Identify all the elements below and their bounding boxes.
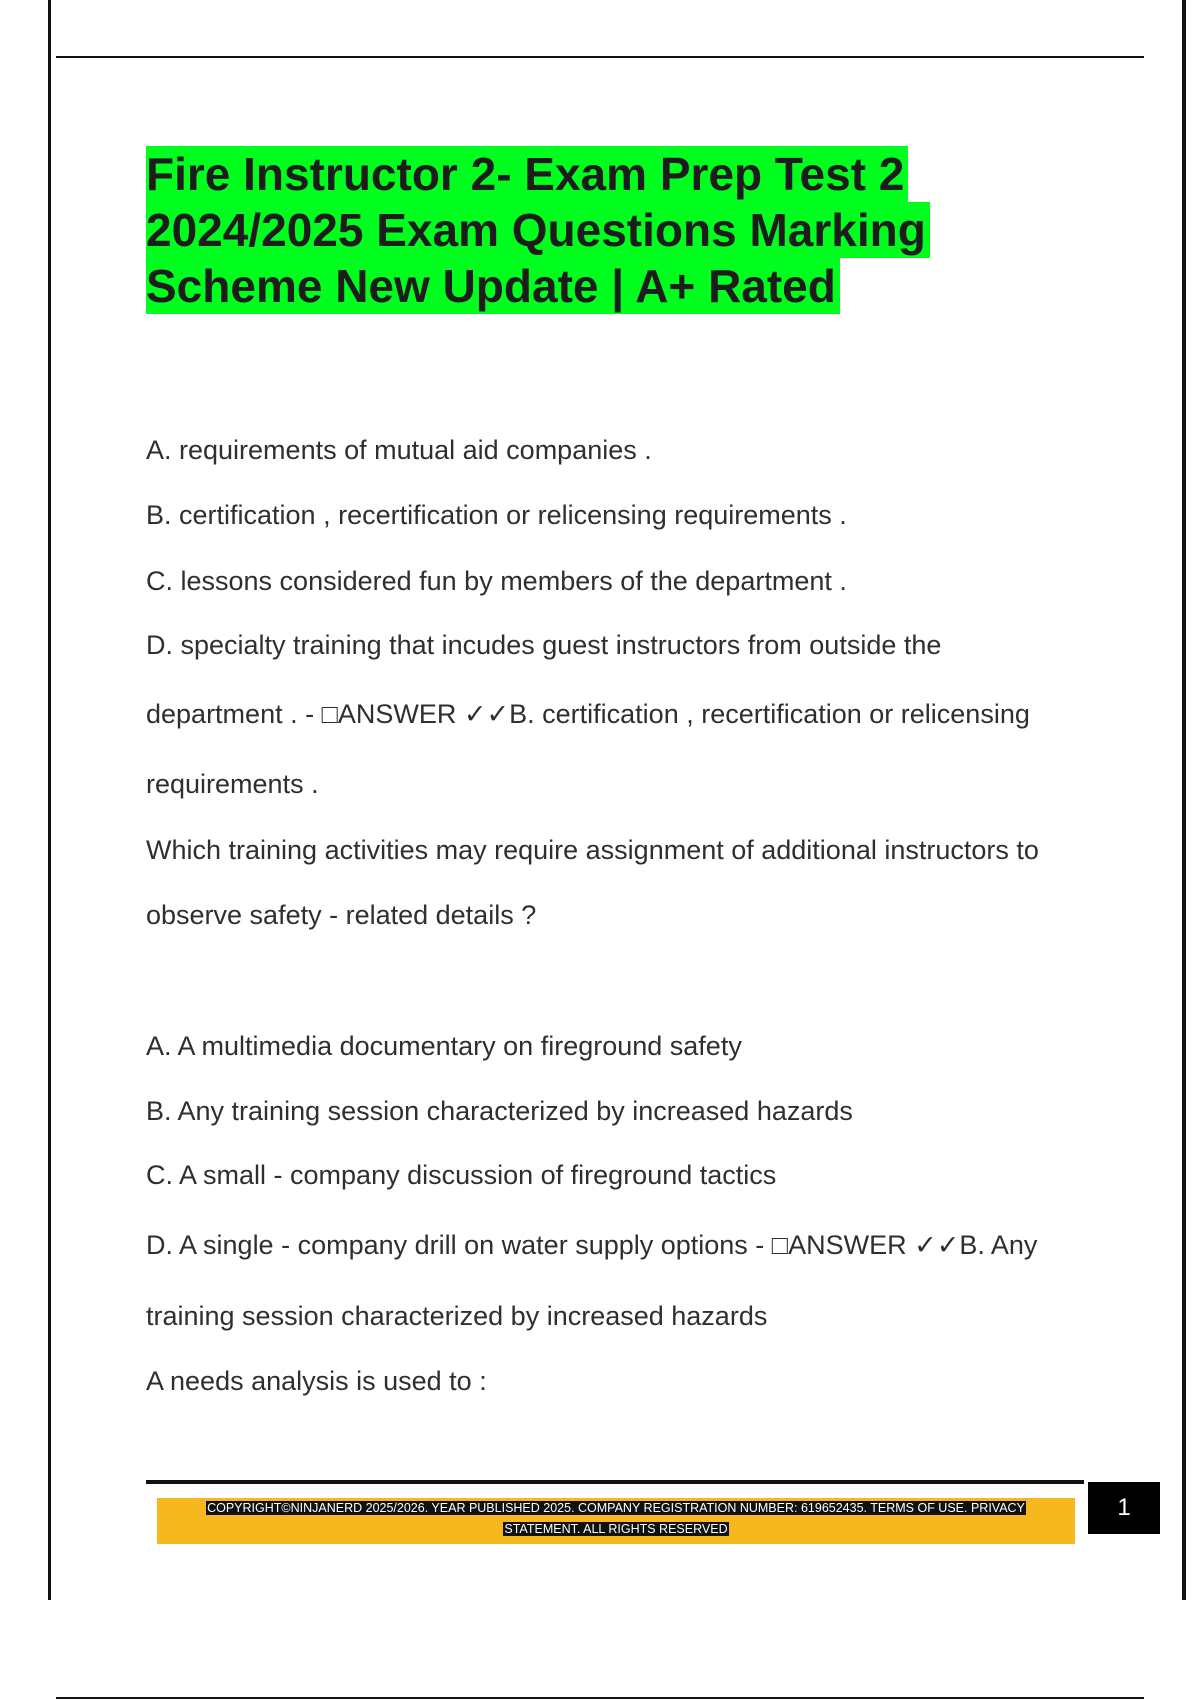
- copyright-footer: [157, 1498, 1075, 1544]
- page-border-left: [48, 0, 51, 1600]
- option-b-q1: B. certification , recertification or relicensing requirements .: [146, 500, 847, 530]
- option-a-q2: A. A multimedia documentary on fireground safety: [146, 1031, 742, 1061]
- title-line-2: 2024/2025 Exam Questions Marking: [146, 202, 930, 258]
- answer-q1-cont: requirements .: [146, 769, 319, 799]
- header-rule: [56, 56, 1144, 58]
- bottom-rule: [56, 1697, 1144, 1699]
- option-d-q2: D. A single - company drill on water supply options - □ANSWER ✓✓B. Any: [146, 1230, 1038, 1260]
- question-3: A needs analysis is used to :: [146, 1366, 487, 1396]
- title-line-1: Fire Instructor 2- Exam Prep Test 2: [146, 146, 908, 202]
- footer-rule: [146, 1480, 1084, 1484]
- copyright-line-1: COPYRIGHT©NINJANERD 2025/2026. YEAR PUBLISHED 2025. COMPANY REGISTRATION NUMBER: 619652435. TERMS OF USE. PRIVACY: [207, 1501, 1025, 1515]
- option-b-q2: B. Any training session characterized by increased hazards: [146, 1096, 853, 1126]
- page-number: 1: [1088, 1482, 1160, 1534]
- page-border-right: [1182, 0, 1186, 1600]
- copyright-line-2: STATEMENT. ALL RIGHTS RESERVED: [504, 1522, 728, 1536]
- answer-q2-cont: training session characterized by increased hazards: [146, 1301, 768, 1331]
- question-2: Which training activities may require assignment of additional instructors to: [146, 835, 1039, 865]
- question-2-cont: observe safety - related details ?: [146, 900, 537, 930]
- title-line-3: Scheme New Update | A+ Rated: [146, 258, 840, 314]
- document-title: [146, 146, 1046, 314]
- option-c-q2: C. A small - company discussion of fireground tactics: [146, 1160, 777, 1190]
- option-c-q1: C. lessons considered fun by members of the department .: [146, 566, 847, 596]
- option-d-q1: D. specialty training that incudes guest instructors from outside the: [146, 630, 942, 660]
- answer-q1: department . - □ANSWER ✓✓B. certification , recertification or relicensing: [146, 699, 1030, 729]
- option-a-q1: A. requirements of mutual aid companies .: [146, 435, 652, 465]
